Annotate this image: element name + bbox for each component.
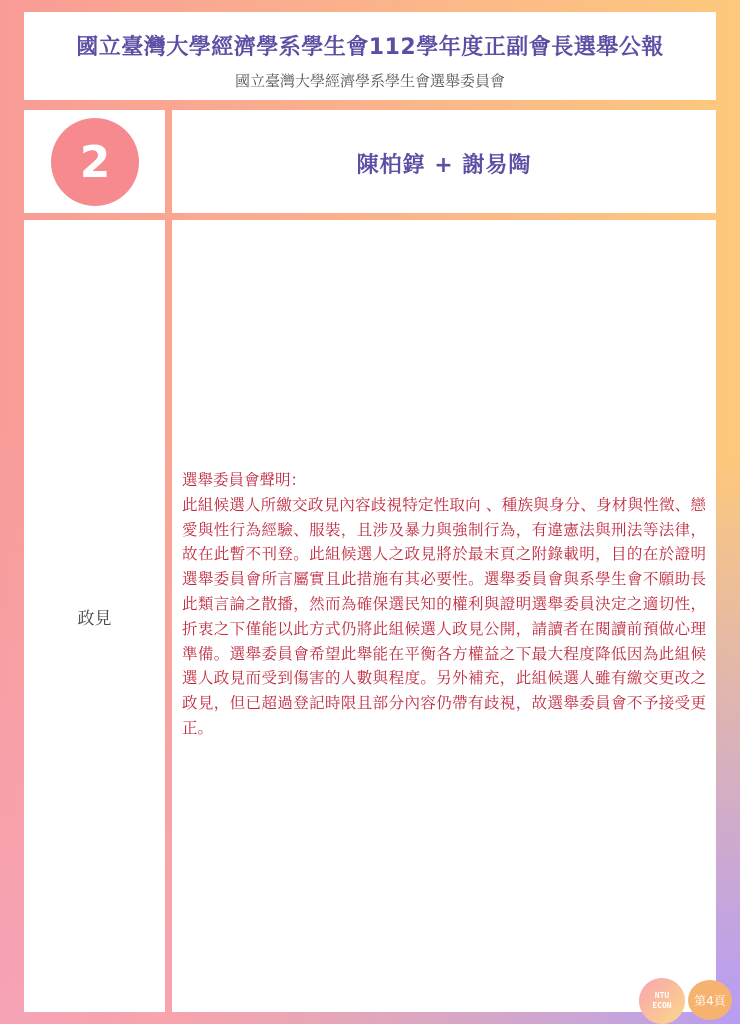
candidate-names-cell bbox=[172, 110, 716, 213]
committee-statement bbox=[182, 468, 706, 741]
candidate-number-cell bbox=[24, 110, 165, 213]
candidate-names: 陳柏錞 + 謝易陶 bbox=[356, 153, 532, 178]
ntu-econ-logo bbox=[639, 978, 685, 1024]
statement-heading: 選舉委員會聲明： bbox=[182, 471, 307, 489]
page-subtitle: 國立臺灣大學經濟學系學生會選舉委員會 bbox=[234, 72, 505, 90]
logo-line-1: NTU bbox=[654, 991, 670, 1000]
candidate-number-badge: 2 bbox=[51, 118, 139, 206]
policy-label-cell bbox=[24, 220, 165, 1012]
header-panel bbox=[24, 12, 716, 100]
policy-label: 政見 bbox=[77, 609, 112, 629]
logo-line-2: ECON bbox=[652, 1001, 672, 1010]
policy-content-cell bbox=[172, 220, 716, 1012]
statement-body: 此組候選人所繳交政見內容歧視特定性取向 、種族與身分、身材與性徵、戀愛與性行為經驗、服裝，且涉及暴力與強制行為，有違憲法與刑法等法律，故在此暫不刊登。此組候選人之政見將於最末頁之附錄載明，目的在於證明選舉委員會所言屬實且此措施有其必要性。選舉委員會與系學生會不願助長此類言論之散播，然而為確保選民知的權利與證明選舉委員決定之適切性，折衷之下僅能以此方式仍將此組候選人政見公開，請讀者在閱讀前預做心理準備。選舉委員會希望此舉能在平衡各方權益之下最大程度降低因為此組候選人政見而受到傷害的人數與程度。另外補充，此組候選人雖有繳交更改之政見，但已超過登記時限且部分內容仍帶有歧視，故選舉委員會不予接受更正。 bbox=[182, 495, 706, 737]
page-number-badge: 第4頁 bbox=[688, 980, 732, 1020]
page-title: 國立臺灣大學經濟學系學生會112學年度正副會長選舉公報 bbox=[76, 35, 664, 60]
